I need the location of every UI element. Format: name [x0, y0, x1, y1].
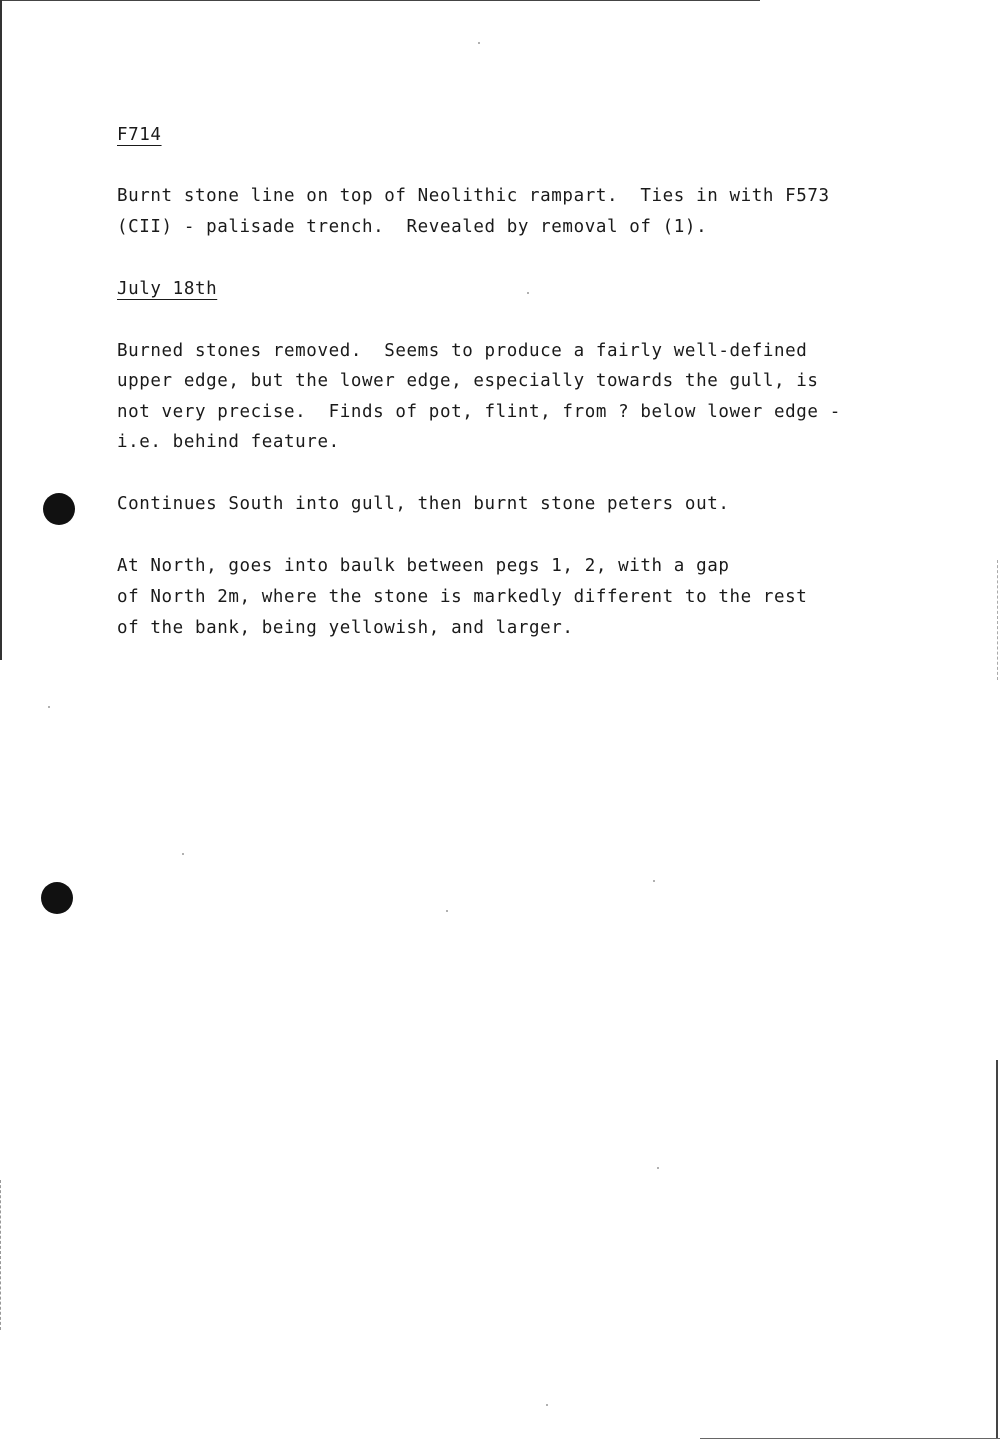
scan-edge-right-dashed: [997, 560, 998, 680]
description-line: (CII) - palisade trench. Revealed by removal of (1).: [117, 217, 708, 237]
description-line: Burnt stone line on top of Neolithic rampart. Ties in with F573: [117, 186, 830, 206]
punch-hole-icon: [43, 493, 75, 525]
paragraph-line: i.e. behind feature.: [117, 432, 340, 452]
scan-speck: [478, 42, 480, 44]
paragraph-line: At North, goes into baulk between pegs 1, 2, with a gap: [117, 556, 730, 576]
scan-edge-left: [0, 0, 2, 660]
scan-speck: [48, 706, 50, 708]
scan-edge-left-lower: [0, 1180, 1, 1330]
paragraph-line: of the bank, being yellowish, and larger.: [117, 618, 574, 638]
paragraph-line: Continues South into gull, then burnt stone peters out.: [117, 494, 730, 514]
scan-edge-right: [996, 1060, 998, 1439]
scan-edge-top: [0, 0, 760, 1]
paragraph-line: upper edge, but the lower edge, especially towards the gull, is: [117, 371, 819, 391]
paragraph-line: not very precise. Finds of pot, flint, from ? below lower edge -: [117, 402, 841, 422]
punch-hole-icon: [41, 882, 73, 914]
feature-id-heading: F714: [117, 125, 162, 145]
date-heading: July 18th: [117, 279, 218, 299]
paragraph-line: of North 2m, where the stone is markedly different to the rest: [117, 587, 808, 607]
scan-speck: [182, 853, 184, 855]
paragraph-line: Burned stones removed. Seems to produce a fairly well-defined: [117, 341, 808, 361]
scan-speck: [657, 1167, 659, 1169]
scan-speck: [653, 880, 655, 882]
scan-speck: [546, 1404, 548, 1406]
scan-speck: [446, 910, 448, 912]
